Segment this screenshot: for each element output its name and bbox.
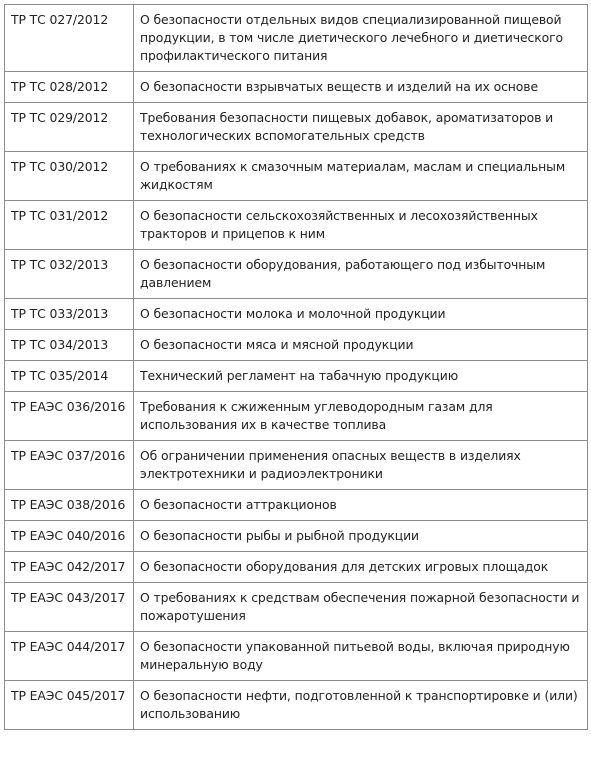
document-page xyxy=(4,4,587,730)
regulation-title: О требованиях к смазочным материалам, маслам и специальным жидкостям xyxy=(134,152,588,201)
regulation-title: О безопасности нефти, подготовленной к транспортировке и (или) использованию xyxy=(134,681,588,730)
table-row xyxy=(5,392,588,441)
regulation-code: ТР ЕАЭС 037/2016 xyxy=(5,441,134,490)
regulation-code: ТР ТС 027/2012 xyxy=(5,5,134,72)
regulation-title: О безопасности сельскохозяйственных и лесохозяйственных тракторов и прицепов к ним xyxy=(134,201,588,250)
regulation-title: О требованиях к средствам обеспечения пожарной безопасности и пожаротушения xyxy=(134,583,588,632)
regulations-table xyxy=(4,4,588,730)
regulation-code: ТР ТС 035/2014 xyxy=(5,361,134,392)
regulation-title: О безопасности упакованной питьевой воды, включая природную минеральную воду xyxy=(134,632,588,681)
table-row xyxy=(5,490,588,521)
regulation-code: ТР ТС 032/2013 xyxy=(5,250,134,299)
regulation-code: ТР ЕАЭС 036/2016 xyxy=(5,392,134,441)
table-row xyxy=(5,250,588,299)
table-row xyxy=(5,5,588,72)
regulation-code: ТР ЕАЭС 043/2017 xyxy=(5,583,134,632)
regulation-code: ТР ТС 030/2012 xyxy=(5,152,134,201)
regulation-code: ТР ТС 031/2012 xyxy=(5,201,134,250)
regulation-title: О безопасности оборудования, работающего под избыточным давлением xyxy=(134,250,588,299)
regulation-code: ТР ЕАЭС 038/2016 xyxy=(5,490,134,521)
regulation-title: Технический регламент на табачную продукцию xyxy=(134,361,588,392)
table-row xyxy=(5,632,588,681)
table-row xyxy=(5,201,588,250)
regulation-code: ТР ТС 029/2012 xyxy=(5,103,134,152)
table-row xyxy=(5,552,588,583)
regulation-title: Об ограничении применения опасных веществ в изделиях электротехники и радиоэлектроники xyxy=(134,441,588,490)
table-row xyxy=(5,299,588,330)
regulation-title: Требования к сжиженным углеводородным газам для использования их в качестве топлива xyxy=(134,392,588,441)
regulation-title: О безопасности взрывчатых веществ и изделий на их основе xyxy=(134,72,588,103)
regulation-title: О безопасности оборудования для детских игровых площадок xyxy=(134,552,588,583)
regulation-title: О безопасности мяса и мясной продукции xyxy=(134,330,588,361)
regulation-code: ТР ТС 033/2013 xyxy=(5,299,134,330)
regulation-code: ТР ЕАЭС 040/2016 xyxy=(5,521,134,552)
regulation-title: О безопасности аттракционов xyxy=(134,490,588,521)
regulation-code: ТР ЕАЭС 044/2017 xyxy=(5,632,134,681)
regulation-code: ТР ЕАЭС 045/2017 xyxy=(5,681,134,730)
table-row xyxy=(5,441,588,490)
table-row xyxy=(5,583,588,632)
table-row xyxy=(5,681,588,730)
table-row xyxy=(5,103,588,152)
table-row xyxy=(5,152,588,201)
table-row xyxy=(5,361,588,392)
regulation-title: Требования безопасности пищевых добавок, ароматизаторов и технологических вспомогательных средств xyxy=(134,103,588,152)
regulation-title: О безопасности отдельных видов специализированной пищевой продукции, в том числе диетического лечебного и диетического профилактического питания xyxy=(134,5,588,72)
table-row xyxy=(5,521,588,552)
table-row xyxy=(5,330,588,361)
regulation-title: О безопасности молока и молочной продукции xyxy=(134,299,588,330)
regulation-code: ТР ЕАЭС 042/2017 xyxy=(5,552,134,583)
regulation-code: ТР ТС 034/2013 xyxy=(5,330,134,361)
regulation-title: О безопасности рыбы и рыбной продукции xyxy=(134,521,588,552)
regulation-code: ТР ТС 028/2012 xyxy=(5,72,134,103)
table-row xyxy=(5,72,588,103)
